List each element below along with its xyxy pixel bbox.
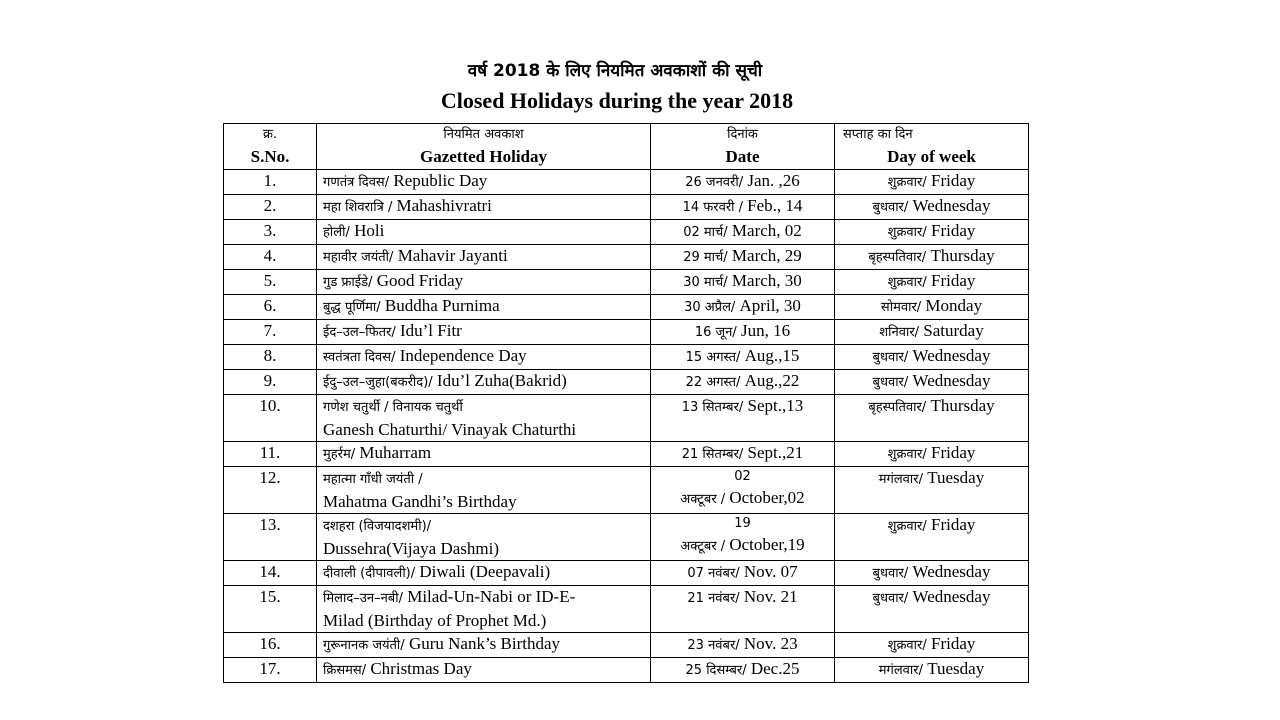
cell-holiday — [317, 395, 651, 442]
table-row — [224, 633, 1029, 658]
date-english: Jun, 16 — [736, 321, 791, 340]
day-hindi: सोमवार/ — [880, 300, 922, 315]
holiday-english: Christmas Day — [366, 659, 472, 678]
date-english: October,19 — [729, 535, 805, 554]
cell-sno — [224, 170, 317, 195]
cell-sno — [224, 633, 317, 658]
date-hindi: 23 नवंबर/ — [687, 638, 740, 653]
date-english: Aug.,22 — [740, 371, 800, 390]
cell-sno — [224, 586, 317, 633]
holiday-hindi: महावीर जयंती/ — [323, 250, 394, 265]
cell-holiday — [317, 586, 651, 633]
day-english: Friday — [926, 515, 976, 534]
header-holiday: नियमित अवकाश Gazetted Holiday — [317, 124, 651, 170]
cell-date — [651, 395, 835, 442]
serial-number: 2. — [263, 196, 277, 215]
cell-date — [651, 270, 835, 295]
day-hindi: बृहस्पतिवार/ — [868, 400, 927, 415]
day-english: Friday — [926, 221, 976, 240]
cell-day — [835, 395, 1029, 442]
holiday-hindi: दशहरा (विजयादशमी)/ — [323, 519, 432, 534]
date-hindi: 15 अगस्त/ — [685, 350, 741, 365]
table-row — [224, 561, 1029, 586]
cell-holiday — [317, 658, 651, 683]
holiday-english: Republic Day — [389, 171, 488, 190]
date-english: Jan. ,26 — [743, 171, 800, 190]
day-hindi: बुधवार/ — [872, 566, 909, 581]
holiday-hindi: क्रिसमस/ — [323, 663, 367, 678]
day-english: Thursday — [926, 396, 995, 415]
table-row — [224, 442, 1029, 467]
date-hindi: अक्टूबर / — [680, 492, 730, 507]
table-row — [224, 395, 1029, 442]
date-english: March, 30 — [727, 271, 802, 290]
cell-holiday — [317, 345, 651, 370]
table-header-row — [224, 124, 1029, 170]
holiday-hindi: गणतंत्र दिवस/ — [323, 175, 390, 190]
holiday-english: Diwali (Deepavali) — [415, 562, 551, 581]
serial-number: 3. — [263, 221, 277, 240]
page-title-hindi: वर्ष 2018 के लिए नियमित अवकाशों की सूची — [467, 61, 763, 81]
day-hindi: बुधवार/ — [872, 591, 909, 606]
day-english: Wednesday — [908, 346, 991, 365]
holiday-english: Mahashivratri — [396, 196, 492, 215]
holiday-hindi: महा शिवरात्रि / — [323, 200, 397, 215]
day-english: Friday — [926, 271, 976, 290]
serial-number: 13. — [259, 515, 281, 534]
serial-number: 6. — [263, 296, 277, 315]
day-hindi: शुक्रवार/ — [887, 275, 927, 290]
cell-holiday — [317, 633, 651, 658]
table-row — [224, 320, 1029, 345]
table-row — [224, 370, 1029, 395]
date-hindi: 02 मार्च/ — [683, 225, 728, 240]
day-hindi: शनिवार/ — [879, 325, 920, 340]
cell-date — [651, 370, 835, 395]
header-day: सप्ताह का दिन Day of week — [835, 124, 1029, 170]
day-hindi: मगंलवार/ — [878, 472, 923, 487]
day-hindi: मगंलवार/ — [878, 663, 923, 678]
cell-holiday — [317, 514, 651, 561]
cell-holiday — [317, 442, 651, 467]
day-hindi: शुक्रवार/ — [887, 638, 927, 653]
cell-sno — [224, 561, 317, 586]
holiday-english: Muharram — [355, 443, 432, 462]
date-hindi: 26 जनवरी/ — [685, 175, 744, 190]
holiday-hindi: ईद–उल–फितर/ — [323, 325, 396, 340]
holiday-hindi: स्वतंत्रता दिवस/ — [323, 350, 396, 365]
cell-day — [835, 345, 1029, 370]
cell-date — [651, 561, 835, 586]
day-hindi: बुधवार/ — [872, 350, 909, 365]
holiday-english: Holi — [349, 221, 385, 240]
cell-sno — [224, 514, 317, 561]
cell-date — [651, 295, 835, 320]
date-english: April, 30 — [735, 296, 801, 315]
cell-day — [835, 370, 1029, 395]
table-row — [224, 245, 1029, 270]
holiday-english: Buddha Purnima — [380, 296, 500, 315]
serial-number: 11. — [259, 443, 281, 462]
serial-number: 12. — [259, 468, 281, 487]
cell-sno — [224, 320, 317, 345]
cell-day — [835, 514, 1029, 561]
date-english: Nov. 21 — [739, 587, 798, 606]
cell-sno — [224, 658, 317, 683]
serial-number: 10. — [259, 396, 281, 415]
day-english: Friday — [926, 634, 976, 653]
cell-holiday — [317, 295, 651, 320]
cell-holiday — [317, 220, 651, 245]
holiday-hindi: दीवाली (दीपावली)/ — [323, 566, 416, 581]
day-hindi: बृहस्पतिवार/ — [868, 250, 927, 265]
date-hindi: 14 फरवरी / — [682, 200, 748, 215]
cell-day — [835, 633, 1029, 658]
cell-holiday — [317, 170, 651, 195]
date-english: March, 29 — [727, 246, 802, 265]
date-english: Dec.25 — [746, 659, 800, 678]
day-english: Wednesday — [908, 196, 991, 215]
cell-date — [651, 320, 835, 345]
cell-date — [651, 586, 835, 633]
cell-holiday — [317, 270, 651, 295]
table-row — [224, 295, 1029, 320]
date-hindi: 30 मार्च/ — [683, 275, 728, 290]
date-hindi: 22 अगस्त/ — [685, 375, 741, 390]
cell-day — [835, 658, 1029, 683]
table-row — [224, 345, 1029, 370]
date-number: 02 — [734, 469, 751, 484]
cell-day — [835, 467, 1029, 514]
cell-sno — [224, 270, 317, 295]
table-row — [224, 270, 1029, 295]
cell-sno — [224, 245, 317, 270]
date-hindi: 13 सितम्बर/ — [681, 400, 744, 415]
date-hindi: अक्टूबर / — [680, 539, 730, 554]
cell-date — [651, 195, 835, 220]
holiday-english: Guru Nank’s Birthday — [404, 634, 561, 653]
holiday-english: Good Friday — [372, 271, 464, 290]
table-row — [224, 220, 1029, 245]
cell-date — [651, 345, 835, 370]
table-row — [224, 586, 1029, 633]
cell-day — [835, 586, 1029, 633]
holiday-hindi: गुरूनानक जयंती/ — [323, 638, 405, 653]
cell-day — [835, 295, 1029, 320]
cell-day — [835, 442, 1029, 467]
cell-day — [835, 320, 1029, 345]
serial-number: 5. — [263, 271, 277, 290]
day-english: Monday — [921, 296, 983, 315]
cell-sno — [224, 345, 317, 370]
cell-date — [651, 514, 835, 561]
day-english: Wednesday — [908, 587, 991, 606]
serial-number: 4. — [263, 246, 277, 265]
day-hindi: शुक्रवार/ — [887, 447, 927, 462]
date-english: October,02 — [729, 488, 805, 507]
cell-holiday — [317, 561, 651, 586]
cell-day — [835, 170, 1029, 195]
holiday-table — [223, 123, 1029, 683]
date-english: Nov. 23 — [739, 634, 798, 653]
holiday-english: Mahavir Jayanti — [393, 246, 508, 265]
cell-day — [835, 561, 1029, 586]
date-number: 19 — [734, 516, 751, 531]
holiday-english: Idu’l Fitr — [395, 321, 462, 340]
cell-holiday — [317, 195, 651, 220]
cell-date — [651, 633, 835, 658]
holiday-hindi: मुहर्रम/ — [323, 447, 356, 462]
cell-sno — [224, 220, 317, 245]
day-english: Saturday — [919, 321, 984, 340]
cell-date — [651, 220, 835, 245]
serial-number: 16. — [259, 634, 281, 653]
day-hindi: बुधवार/ — [872, 200, 909, 215]
day-english: Tuesday — [922, 659, 985, 678]
page-title: Closed Holidays during the year 2018 — [440, 88, 794, 113]
day-english: Thursday — [926, 246, 995, 265]
cell-sno — [224, 467, 317, 514]
holiday-hindi: होली/ — [323, 225, 350, 240]
date-hindi: 16 जून/ — [694, 325, 737, 340]
cell-date — [651, 245, 835, 270]
serial-number: 8. — [263, 346, 277, 365]
date-hindi: 30 अप्रैल/ — [684, 300, 736, 315]
header-date: दिनांक Date — [651, 124, 835, 170]
day-english: Friday — [926, 443, 976, 462]
holiday-english: Milad-Un-Nabi or ID-E- — [402, 587, 576, 606]
cell-holiday — [317, 370, 651, 395]
day-english: Tuesday — [922, 468, 985, 487]
day-hindi: शुक्रवार/ — [887, 175, 927, 190]
cell-sno — [224, 442, 317, 467]
date-english: Sept.,13 — [743, 396, 804, 415]
day-english: Friday — [926, 171, 976, 190]
holiday-english: Dussehra(Vijaya Dashmi) — [323, 539, 500, 558]
date-english: Nov. 07 — [739, 562, 798, 581]
table-row — [224, 195, 1029, 220]
day-hindi: शुक्रवार/ — [887, 225, 927, 240]
table-row — [224, 514, 1029, 561]
holiday-english: Mahatma Gandhi’s Birthday — [323, 492, 517, 511]
holiday-hindi: मिलाद–उन–नबी/ — [323, 591, 403, 606]
serial-number: 7. — [263, 321, 277, 340]
date-hindi: 07 नवंबर/ — [687, 566, 740, 581]
cell-holiday — [317, 320, 651, 345]
cell-date — [651, 658, 835, 683]
cell-date — [651, 467, 835, 514]
date-english: March, 02 — [727, 221, 802, 240]
holiday-english: Idu’l Zuha(Bakrid) — [432, 371, 567, 390]
date-hindi: 21 नवंबर/ — [687, 591, 740, 606]
cell-sno — [224, 370, 317, 395]
cell-date — [651, 170, 835, 195]
date-english: Feb., 14 — [747, 196, 803, 215]
cell-holiday — [317, 245, 651, 270]
holiday-hindi: बुद्ध पूर्णिमा/ — [323, 300, 381, 315]
date-hindi: 29 मार्च/ — [683, 250, 728, 265]
cell-day — [835, 245, 1029, 270]
day-hindi: बुधवार/ — [872, 375, 909, 390]
cell-sno — [224, 195, 317, 220]
holiday-english: Ganesh Chaturthi/ Vinayak Chaturthi — [323, 420, 577, 439]
table-row — [224, 658, 1029, 683]
header-sno: क्र. S.No. — [224, 124, 317, 170]
holiday-hindi: ईदु–उल–जुहा(बकरीद)/ — [323, 375, 433, 390]
day-english: Wednesday — [908, 562, 991, 581]
holiday-hindi: गुड फ्राईडे/ — [323, 275, 373, 290]
table-row — [224, 170, 1029, 195]
date-english: Aug.,15 — [740, 346, 800, 365]
holiday-english-cont: Milad (Birthday of Prophet Md.) — [323, 611, 547, 630]
holiday-hindi: गणेश चतुर्थी / विनायक चतुर्थी — [323, 400, 463, 415]
serial-number: 1. — [263, 171, 277, 190]
serial-number: 17. — [259, 659, 281, 678]
cell-date — [651, 442, 835, 467]
serial-number: 15. — [259, 587, 281, 606]
cell-day — [835, 270, 1029, 295]
cell-day — [835, 220, 1029, 245]
holiday-hindi: महात्मा गाँधी जयंती / — [323, 472, 423, 487]
holiday-english: Independence Day — [395, 346, 527, 365]
cell-day — [835, 195, 1029, 220]
table-row — [224, 467, 1029, 514]
cell-sno — [224, 395, 317, 442]
day-hindi: शुक्रवार/ — [887, 519, 927, 534]
cell-holiday — [317, 467, 651, 514]
date-hindi: 25 दिसम्बर/ — [685, 663, 747, 678]
date-hindi: 21 सितम्बर/ — [681, 447, 744, 462]
date-english: Sept.,21 — [743, 443, 804, 462]
day-english: Wednesday — [908, 371, 991, 390]
serial-number: 9. — [263, 371, 277, 390]
cell-sno — [224, 295, 317, 320]
serial-number: 14. — [259, 562, 281, 581]
